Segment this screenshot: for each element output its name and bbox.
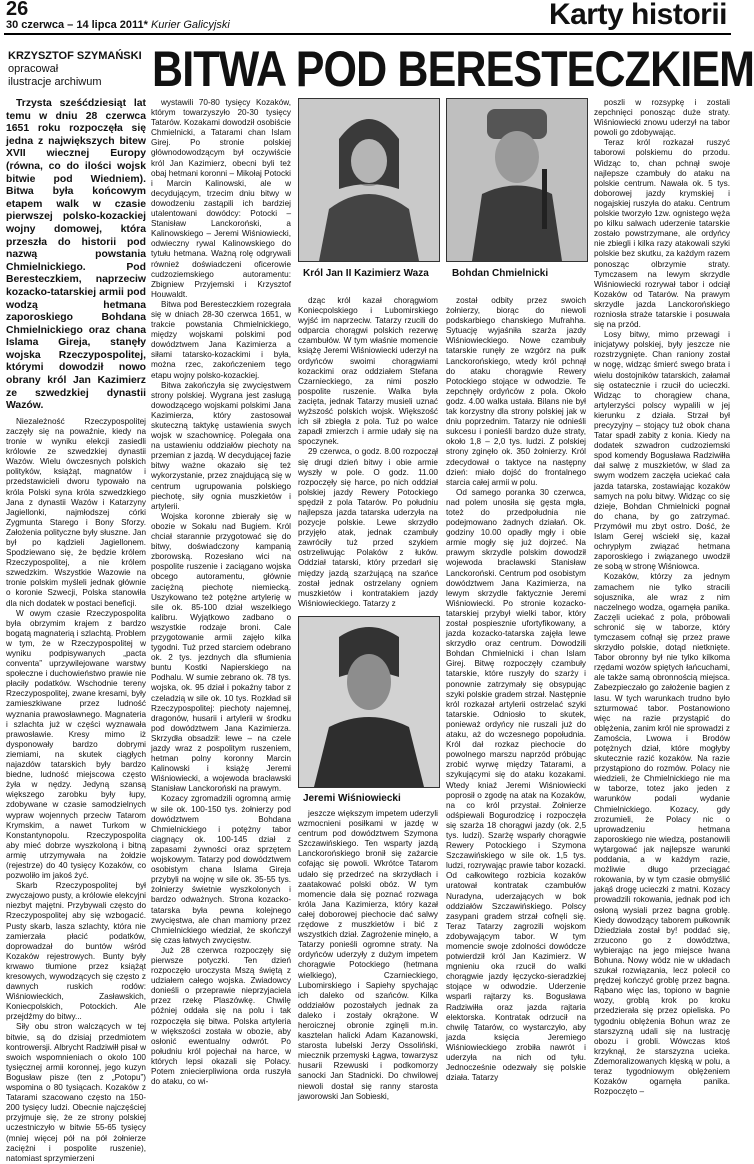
article-column-5 [594,98,730,1098]
hetman-portrait-icon [447,99,587,261]
paragraph: Skarb Rzeczypospolitej był zwyczajowo pusty, a królowie elekcyjni niezbyt majętni. Przybywali często do Rzeczypospolitej aby się wzbogacić. Pusty skarb, lasza szlachty, która nie zamierzała płacić podatków, doprowadzał do buntów wśród Kozaków rejestrowych. Bunty były krwawo tłumione przez książąt kresowych, wywodzących się często z dawnych ruskich rodów: Wiśniowieckich, Zasławskich, Koniecpolskich, Potockich. Ale przejdźmy do bitwy... [6,881,146,1022]
paragraph: Już 28 czerwca rozpoczęły się pierwsze potyczki. Ten dzień rozpoczęło uroczysta Mszą świętą z udziałem całego wojska. Zwiadowcy donieśli o przeprawie nieprzyjaciela przez rzekę Plaszówkę. Chwilę później oddała się na polu i tak rozpoczęła się bitwa. Polska artyleria w większości została w obozie, aby osłonić ewentualny odwrót. Po południu król pojechał na harce, w których lepsi okazali się Polacy. Potem zniecierpliwiona orda ruszyła do ataku, co wi- [151,945,291,1087]
paragraph: został odbity przez swoich żołnierzy, biorąc do niewoli podskarbiego chanskiego Mufrahha. Sytuację wyjaśniła szarża jazdy Wiśniowieckiego. Nowe czambuły tatarskie runęły ze wzgórz na pułk Lanckorońskiego, wtedy król pchnął do ataku chorągwie Rewery Potockiego stojące w odwodzie. Te zepchnęły ordyńców z pola. Około godz. 4.00 walka ustała. Bilans nie był tak korzystny dla strony polskiej jak w dniu poprzednim. Tatarzy nie odnieśli sukcesu i ponieśli bardzo duże straty, około 1,8 – 2,0 tys. ludzi. Z polskiej strony zginęło ok. 350 żołnierzy. Król zdecydował o taktyce na następny dzień: miało dojść do frontalnego starcia całej armii w polu. [446,296,586,487]
byline-role: opracował [8,63,59,75]
header-rule [4,33,731,35]
paragraph: Siły obu stron walczących w tej bitwie, są do dzisiaj przedmiotem kontrowersji. Albrycht Radziwiłł pisał w swoich wspomnieniach o okolo 100 tysięcznej armii koronnej, jego kuzyn Bogusław pisze (ten z „Potopu”) wspomina o 80 tysiącach. Kozaków z Tatarami szacowano często na 150-200 tysięcy ludzi. Obecnie najczęściej przyjmuje się, że ze strony polskiej uczestniczyło w bitwie 55-65 tysięcy (mniej więcej pół na pół żołnierze zaciężni i pospolite ruszenie), natomiast sprzymierzeni [6,1022,146,1163]
paragraph: W owym czasie Rzeczypospolita była obrzymim krajem z bardzo bogatą magnaterią i szlachtą. Problem w tym, że w Rzeczypospolitej w wyniku podpisywanych „pacta conventa” uprzywilejowane warstwy społeczne i duchowieństwo prawie nie płaciły podatków. Wschodnie tereny Rzeczypospolitej, zwane kresami, były zamieszkiwane przez ludność wyznania prawosławnego. Magnateria i szlachta już w części wyznawała prawosławie. Kresy mimo iż dysponowały bardzo dobrymi ziemiami, na skutek ciągłych najazdów tatarskich były bardzo biedne, ludność miejscowa często żyła w nędzy. Jedyną szansą większego zarobku były łupy, zdobywane w czasie samodzielnych wypraw wojennych przeciw Tatarom Krymskim, a nawet Turkom w Konstantynopolu. Rzeczypospolita aby mieć dobrze wyszkoloną i bitną armię utrzymywała na żołdzie (rejestrze) do 40 tysięcy Kozaków, co pozwoliło im jakoś żyć. [6,608,146,881]
section-title: Karty historii [548,0,727,31]
paragraph: Bitwa zakończyła się zwycięstwem strony polskiej. Wygrana jest zasługą dowodzącego wojskami polskimi Jana Kazimierza, który zastosował skuteczną taktykę ustawienia swych wojsk w szachownicę. Polegała ona na ustawieniu oddziałów piechoty na przemian z jazdą. W decydującej fazie bitwy ważne okazało się też wykorzystanie, przez znajdującą się w centrum ugrupowania polskiego piechotę, siły ognia muszkietów i artylerii. [151,380,291,511]
article-lead: Trzysta sześćdziesiąt lat temu w dniu 28 czerwca 1651 roku rozpoczęła się jedna z największych bitew XVII wiecznej Europy (równa, co do ilości wojsk bitwie pod Wiedniem). Bitwa była końcowym etapem walk w czasie pierwszej polsko-kozackiej wojny domowej, która przeszła do historii pod nazwą powstania Chmielnickiego. Pod Beresteczkiem, naprzeciw kozacko-tatarskiej armii pod wodzą hetmana zaporoskiego Bohdana Chmielnickiego oraz chana Islama Gireja, stanęły wojska Rzeczypospolitej, którymi dowodził nowo obrany król Jan Kazimierz ze szwedzkiej dynastii Wazów. [6,98,146,412]
caption-jan-kazimierz: Król Jan II Kazimierz Waza [303,268,429,279]
paragraph: wystawili 70-80 tysięcy Kozaków, którym towarzyszyło 20-30 tysięcy Tatarów. Kozakami dowodził osobiście Chmielnicki, a Tatarami chan Islam Girej. Po stronie polskiej głównodowodzącym był oczywiście król Jan Kazimierz, obecni byli też obaj hetmani koronni – Mikołaj Potocki i Marcin Kalinowski, ale w decydującym, trzecim dniu bitwy w dowodzeniu zastąpili ich bardziej utalentowani dowódcy: Potocki – Stanisław Lanckoroński, a Kalinowskiego – Jeremi Wiśniowiecki, odwieczny rywal Kalinowskiego do tytułu hetmana. Ważną rolę odgrywali również doświadczeni oficerowie cudzoziemskiego autoramentu: Zbigniew Przyjemski i Krzysztof Houwaldt. [151,98,291,299]
prince-portrait-icon [299,617,439,787]
author-name: KRZYSZTOF SZYMAŃSKI [8,50,142,62]
paragraph: Kozaków, którzy za jednym zamachem nie tylko stracili sojusznika, ale wraz z nim naczelnego wodza, ogarnęła panika. Zaczęli uciekać z pola, próbowali schronić się w taborze, który tymczasem cofnął się przez prawe skrzydło polskie, dotąd nietknięte. Tabor obronny był nie tylko kilkoma rzędami wozów spiętych łańcuchami, ale także samą obronnością miejsca. Zabezpieczało go założenie bagien z lasu. W tych warunkach trudno było szturmować tabor. Postanowiono więc na razie przystąpić do oblężenia, zanim król nie sprowadzi z Zamościa, Lwowa i Brodów potężnych dział, które mogłyby skutecznie razić kozaków. Na razie przystąpiono do rozmów. Polacy nie wiedzieli, że Chmielnickiego nie ma w taborze, totez jako jeden z warunków podali wydanie Chmielnickiego. Kozacy, gdy zrozumieli, że Polacy nic o uprowadzeniu hetmana zaporoskiego nie wiedzą, postanowili wytargować jak najlepsze warunki poddania, a w każdym razie, możliwie długo przeciągać rokowania, by w tym czasie obmyślić jakąś drogę ucieczki z matni. Kozacy prowadzili rokowania, jednak pod ich osłoną wysiali przez bagna groblę. Kiedy dowodzący taborem pułkownik Dżiedziała został by! poddać się, zrzucono go z dowództwa, wybierając na jego miejsce Iwana Bohuna. Nowy wódz nie w układach szukał rozwiązania, lecz polecił co prędzej kończyć groblę przez bagna. Rąbano więc las, topiono w bagnie wozy, groblą krok po kroku przedzierała się przez opieliska. Po tygodniu oblężenia Bohun wraz ze starszyzną udali się na lustrację obozu i grobli. Wówczas ktoś krzyknął, że starszyzna ucieka. Zdemoralizowanych klęską w polu, a teraz tygodniowym oblężeniem Kozaków ogarnęła panika. Rozpoczęto – [594,572,730,1097]
paragraph: Od samego poranka 30 czerwca, nad polem unosiła się gęsta mgła, toteż do przedpołudnia nie podejmowano żadnych działań. Ok. godziny 10.00 opadły mgły i obie armie mogły się już dojrzeć. Na prawym skrzydle polskim dowodził wojewoda bracławski Stanisław Lanckoroński. Centrum pod osobistym dowództwem Jana Kazimierza, na lewym skrzydle faktycznie Jeremi Wiśniowiecki. Po stronie kozacko-tatarskiej przybył wielki tabor, który został pospiesznie ufortyfikowany, a jazda kozacko-tatarska zajęła lewe skrzydło oraz centrum. Dowodzili Bohdan Chmielnicki i chan Islam Girej. Bitwę rozpoczęły czambuły tatarskie, które ruszyły do szarży i ponownie zatrzymały się obsypując szyki polskie gradem strzał. Następnie król rozkazał artylerii ostrzelać szyki tatarskie. Odniosło to skutek, ponieważ ordyńcy nie ruszali już do ataku, aż do wczesnego popołudnia. Król dał rozkaz piechocie do powolnego marszu naprzód próbując zrobić wyrwę między Tatarami, a szykującymi się do ataku kozakami. Wtedy kniaź Jeremi Wiśniowiecki poprosił o zgodę na atak na Kozaków, na co król przystał. Żołnierze odśpiewali Bogurodzicę i rozpoczęła się szarża 18 chorągwi jazdy (ok. 2,5 tys. ludzi). Szarżę wsparły chorągwie Rewery Potockiego i Szymona Szczawińskiego w sile ok. 1,5 tys. ludzi, rozrywając prawie tabor kozacki. Od całkowitego rozbicia kozaków uratował kontratak czambułów Nuradyna, uderzających w bok oddziałów Szczawińskiego. Polscy zasypani gradem strzał cofnęli się. Teraz Tatarzy zagrozili wojskom zdobywającym tabor. W tym momencie swoje zdolności dowódcze potwierdził król Jan Kazimierz. W mgnieniu oka rzucił do walki chorągwie jazdy łęczycko-sieradzkiej stojące w odwodzie. Uderzenie wsparli rajtarzy ks. Bogusława Radziwiłła oraz jazda rajtaria elektorska. Kontratak odrzucił na chwilę Tatarów, co wystarczyło, aby jazda księcia Jeremiego Wiśniowieckiego zrobiła nawrót i uderzyła na nich od tyłu. Jednocześnie odezwały się polskie działa. Tatarzy [446,487,586,1083]
paragraph: Losy bitwy, mimo przewagi i inicjatywy polskiej, były jeszcze nie rozstrzygnięte. Chan raniony został w nogę, widząc śmierć swego brata i wielu dostojników tatarskich, załamał się ostatecznie i rzucił do ucieczki. Widząc to chorągiew chana, artylerzyści polscy wypalili w jej kierunku z działa. Strzał był precyzyjny – stojący tuż obok chana Tatar spadł zabity z konia. Kiedy na dodatek szwadron cudzoziemski spod komendy Bogusława Radziwiłła dał salwę z muszkietów, w ślad za swym wodzem zaczęła uciekać cała jazda tatarska, zostawiając kozaków samych na polu bitwy. Widząc co się dzieje, Bohdan Chmielnicki pognał do chana, by go zatrzymać. Przymówił mu zbyt ostro. Dość, że Islam Gerej wściekł się, kazał ochrypłym związać hetmana zaporoskiego i związanego uwodził ze sobą w stronę Wiśniowca. [594,330,730,572]
king-portrait-icon [299,99,439,261]
paragraph: 29 czerwca, o godz. 8.00 rozpoczął się drugi dzień bitwy i obie armie wyszły w pole. O godz. 11.00 rozpoczęły się harce, po nich oddział polskiej jazdy Rewery Potockiego spędził z pola Tatarów. Po południu najlepsza jazda tatarska uderzyła na pozycje polskie. Lewe skrzydło przyjęło atak, jednak czambuły zawróciły tuż przed szykiem ostrzeliwując Polaków z łuków. Oddział tatarski, który przedarł się między jazdą szarżującą na szańce został jednak ostrzelany ogniem muszkietów i kontratakiem jazdy Wiśniowieckiego. Tatarzy z [298,447,438,608]
portrait-jan-kazimierz [298,98,440,262]
article-column-3b [298,809,438,1099]
article-column-2 [151,98,291,1098]
caption-bohdan-chmielnicki: Bohdan Chmielnicki [452,268,549,279]
page-header [0,0,735,34]
caption-jeremi-wisniowiecki: Jeremi Wiśniowiecki [303,793,401,804]
paragraph: poszli w rozsypkę i zostali zepchnięci ponosząc duże straty. Wiśniowiecki znowu uderzył na tabor powoli go zdobywając. [594,98,730,138]
portrait-jeremi-wisniowiecki [298,616,440,788]
page-number: 26 [6,0,29,20]
dateline: 30 czerwca – 14 lipca 2011* Kurier Galicyjski [6,19,230,31]
paragraph: Wojska koronne zbierały się w obozie w Sokalu nad Bugiem. Król chciał starannie przygotować się do bitwy, doświadczony kampanią zborowską. Rozesłano wici na pospolite ruszenie i zaciągano wojska obcego autoramentu, głównie zaciężną piechotę niemiecką. Uszykowano też potężne artylerię w sile ok. 85-100 dział wszelkiego kalibru. Wyjątkowo zadbano o wszystkie rodzaje broni. Cale przygotowanie armii zajęło kilka tygodni. Tuż przed starciem odebrano ok. 2 tys. jezdnych dla sfłumienia buntu Kostki Napierskiego na Podhalu. W sumie zebrano ok. 78 tys. wojska, ok. 95 dział i pokaźny tabor z czeladzią w sile ok. 10 tys. Rozkład sił Rzeczypospolitej: piechoty najemnej, dragonów, husarii i artylerii w środku pod dowództwem Jana Kazimierza. Skrzydła obsadził: lewe – na czele jazdy wraz z pospolitym ruszeniem, hetman polny koronny Marcin Kalinowski i książę Jeremi Wiśniowiecki, a wojewoda bracławski Stanisław Lanckoroński na prawym. [151,511,291,794]
paragraph: jeszcze większym impetem uderzyli wzmocnieni posiłkami w jazdę w centrum pod dowództwem Szymona Szczawińskiego. Ten wsparty jazdą Lanckorońskiego bronił się zażarcie cofając się powoli. Wkrótce Tatarom udało się przedrzeć na skrzydłach i zaatakować polski obóz. W tym momencie dała się poznać rozwaga króla Jana Kazimierza, który kazał całej doborowej piechocie dać salwy rzędowe z muszkietów i bić z wszystkich dział. Zagrożenie minęło, a Tatarzy ponieśli ogromne straty. Na ordyńców uderzyły z dużym impetem chorągwie Potockiego (hetmana wielkiego), Czarnieckiego, Lubomirskiego i Sapiehy spychając ich daleko od szańców. Kilka oddziałów pozostałych jednak za daleko i zostały okrążone. W heroicznej obronie zginęli m.in. kasztelan halicki Adam Kazanowski, starosta lubelski Jerzy Ossoliński, miecznik przemyski Łągwa, towarzysz husarii Rzewuski i podkomorzy sanocki Jan Stadnicki. Do chwilowej niewoli dostał się ranny starosta jaworowski Jan Sobieski, [298,809,438,1101]
paragraph: dząc król kazał chorągwiom Koniecpolskiego i Lubomirskiego wyjść im naprzeciw. Tatarzy rzucili do odparcia chorągwi polskich rezerwę czambułów. W tym właśnie momencie książę Jeremi Wiśniowiecki uderzył na ordyńców swoimi chorągwiami kozackimi oraz oddziałem Stefana Czarnieckiego, za nimi poszło pospolite ruszenie. Walka była zacięta, jednak Tatarzy musieli uznać wyższość polskich wojsk. Większość ich sił zbiegła z pola. Tuż po walce zapadł zmierzch i armie udały się na spoczynek. [298,296,438,447]
paragraph: Niezależność Rzeczypospolitej zaczęły się na powaźnie, kiedy na tronie w wyniku elekcji zasiedli królowie ze szwedzkiej dynastii Wazów. Wielu ówczesnych polskich polityków, książąt, magnatów i przedstawicieli dworu typowało na króla Polski syna króla szwedzkiego Jana z dynastii Wazów i Katarzyny Jagiellonki, najmłodszej córki Zygmunta Starego i Bony Sforzy. Założenia polityczne były słuszne. Jan był po kądzieli Jagiellonem. Spodziewano się, że będzie królem Rzeczypospolitej, a nie królem szwedzkim. Wszystkie Wazowie na tronie polskim myśleli jednak głównie o koronie Szwecji, Polska stanowiła dla nich dodatek w postaci beneficji. [6,416,146,608]
article-title: BITWA POD BERESTECZKIEM [152,41,754,97]
article-column-4 [446,296,586,1099]
byline [8,50,142,89]
byline-illustrations: ilustracje archiwum [8,76,102,88]
paragraph: Teraz król rozkazał ruszyć taborowi polskiemu do przodu. Widząc to, chan pchnął swoje najlepsze czambuły do ataku na polskie centrum. Nawała ok. 5 tys. doborowej jazdy krymskiej i nogajskiej ruszyła do ataku. Centrum polskie tworzyło 1zw. ognistego węża po kilku salwach uderzenie tatarskie zostało powstrzymane, ale ordyńcy nie zbiegli i kilka razy atakowali szyki polskie bez skutku, za każdym razem ponosząc olbrzymie straty. Tymczasem na lewym skrzydle Wiśniowiecki rozrywał tabor i odciął Kozaków od Tatarów. Na prawym skrzydle jazda Lanckorońskiego rozniosła straże tatarskie i posuwała się na przód. [594,138,730,330]
article-column-1 [6,98,146,1163]
paragraph: Kozacy zgromadzili ogromną armię w sile ok. 100-150 tys. żołnierzy pod dowództwem Bohdana Chmielnickiego i potężny tabor ciągnący ok. 100-145 dział z zapasami żywności oraz sprzętem wojskowym. Tatarzy pod dowództwem osobistym chana Islama Gireja przybyli na wojnę w sile ok. 35-55 tys. żołnierzy świetnie wyszkolonych i bardzo odważnych. Strona kozacko-tatarska była pewna kolejnego zwycięstwa, ale chan mamiony przez Chmielnickiego wiedział, że skończył się czas łatwych zwycięstw. [151,794,291,945]
portrait-bohdan-chmielnicki [446,98,588,262]
article-column-3a [298,296,438,606]
paragraph: Bitwa pod Beresteczkiem rozegrała się w dniach 28-30 czerwca 1651, w trakcie powstania Chmielnickiego, między wojskami polskimi pod dowództwem Jana Kazimierza a siłami tatarsko-kozackimi i była, można rzec, zakończeniem tego etapu wojny polsko-kozackiej. [151,299,291,380]
